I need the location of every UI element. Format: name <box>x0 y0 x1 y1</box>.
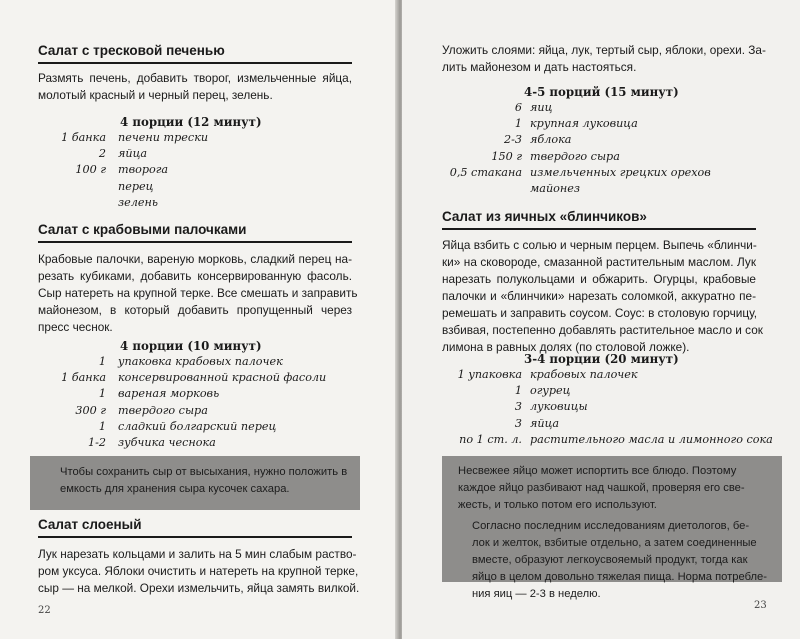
egg-nutrition-text <box>458 518 782 603</box>
ingredients-layered-salad <box>420 100 760 197</box>
title-rule <box>38 536 352 538</box>
ingredient-row <box>420 383 760 399</box>
ingredient-name: твердого сыра <box>530 149 620 163</box>
ingredient-row <box>420 432 773 448</box>
right-page <box>402 0 800 639</box>
ingredient-name: твердого сыра <box>118 403 208 417</box>
text-line: резать кубиками, добавить консервированную фасоль. <box>38 269 352 283</box>
ingredient-name: измельченных грецких орехов <box>530 165 711 179</box>
ingredient-quantity: 1 <box>514 117 522 131</box>
recipe-text-layered-salad <box>38 546 360 597</box>
ingredient-row <box>30 435 360 451</box>
text-line: взбивая, постепенно добавлять растительное масло и сок <box>442 323 763 337</box>
ingredient-row <box>30 179 360 195</box>
ingredient-name: крупная луковица <box>530 117 638 131</box>
ingredient-quantity: 150 г <box>491 149 522 163</box>
portions-cod-liver: 4 порции (12 минут) <box>120 115 262 129</box>
ingredient-row <box>420 181 760 197</box>
title-rule <box>442 228 756 230</box>
text-line: ки» на сковороде, смазанной растительным маслом. Лук <box>442 255 756 269</box>
ingredient-row <box>30 386 360 402</box>
text-line: яйцо в целом довольно тяжелая пища. Норма потребле- <box>472 571 767 583</box>
ingredient-row <box>420 132 760 148</box>
ingredient-name: творога <box>118 163 169 177</box>
text-line: палочки и «блинчики» нарезать соломкой, аккуратно пе- <box>442 289 756 303</box>
ingredient-quantity: 6 <box>514 101 522 114</box>
section-title-crab-sticks: Салат с крабовыми палочками <box>38 222 247 237</box>
ingredient-quantity: 2-3 <box>503 133 522 147</box>
ingredient-row <box>30 195 360 211</box>
ingredient-quantity: 1 банка <box>61 131 106 144</box>
ingredient-name: сладкий болгарский перец <box>118 419 277 433</box>
ingredient-name: огурец <box>530 384 571 398</box>
ingredient-name: яблока <box>530 133 572 147</box>
text-line: лить майонезом и дать настояться. <box>442 60 637 74</box>
text-line: майонезом, в который добавить пропущенный через <box>38 303 352 317</box>
text-line: Лук нарезать кольцами и залить на 5 мин слабым раство- <box>38 547 357 561</box>
portions-layered-salad: 4-5 порций (15 минут) <box>524 85 679 99</box>
ingredient-quantity: 0,5 стакана <box>449 165 522 179</box>
text-line: Согласно последним исследованиям диетологов, бе- <box>472 520 750 532</box>
recipe-text-egg-pancakes <box>442 237 763 356</box>
ingredient-row <box>420 367 760 383</box>
ingredients-egg-pancakes <box>420 367 773 448</box>
ingredient-name: крабовых палочек <box>530 368 638 381</box>
text-line: Размять печень, добавить творог, измельченные яйца, <box>38 71 352 85</box>
ingredient-name: вареная морковь <box>118 387 220 401</box>
egg-tip-note <box>442 456 782 600</box>
ingredient-name: перец <box>118 179 154 193</box>
ingredient-row <box>420 100 760 116</box>
text-line: ремешать и заправить соусом. Соус: в столовую горчицу, <box>442 306 758 320</box>
ingredient-quantity: 300 г <box>75 403 106 417</box>
ingredient-quantity: 1 <box>98 355 106 368</box>
ingredient-quantity: 2 <box>98 147 106 161</box>
ingredient-row <box>30 370 360 386</box>
ingredient-name: зелень <box>118 195 158 209</box>
section-title-layered-salad: Салат слоеный <box>38 517 142 532</box>
ingredient-quantity: 1 упаковка <box>457 368 522 381</box>
ingredient-quantity: по 1 ст. л. <box>459 432 522 446</box>
ingredient-row <box>30 146 360 162</box>
ingredient-row <box>420 165 760 181</box>
ingredient-row <box>420 149 760 165</box>
portions-egg-pancakes: 3-4 порции (20 минут) <box>524 352 679 366</box>
title-rule <box>38 62 352 64</box>
ingredient-row <box>30 162 360 178</box>
text-line: вместе, образуют легкоусвояемый продукт, тогда как <box>472 554 748 566</box>
egg-freshness-text <box>458 463 782 514</box>
ingredient-name: консервированной красной фасоли <box>118 371 327 385</box>
text-line: лок и желток, взбитые отдельно, а затем соединенные <box>472 537 757 549</box>
text-line: Крабовые палочки, вареную морковь, сладкий перец на- <box>38 252 352 266</box>
text-line: Яйца взбить с солью и черным перцем. Выпечь «блинчи- <box>442 238 757 252</box>
text-line: жесть, и только потом его используют. <box>458 499 657 511</box>
ingredient-name: зубчика чеснока <box>118 435 216 449</box>
ingredient-name: яйца <box>530 416 560 430</box>
ingredient-row <box>30 403 360 419</box>
text-line: нарезать полукольцами и обжарить. Огурцы, крабовые <box>442 272 756 286</box>
text-line: каждое яйцо разбивают над чашкой, проверяя его све- <box>458 482 745 494</box>
ingredient-quantity: 3 <box>514 400 522 414</box>
text-line: молотый красный и черный перец, зелень. <box>38 88 273 102</box>
ingredient-name: печени трески <box>118 131 209 144</box>
title-rule <box>38 241 352 243</box>
ingredient-row <box>30 130 360 146</box>
page-number-left: 22 <box>38 605 51 616</box>
ingredient-quantity: 1-2 <box>87 435 106 449</box>
ingredient-quantity: 1 <box>514 384 522 398</box>
text-line: лимона в равных долях (по столовой ложке). <box>442 340 690 354</box>
recipe-text-crab-sticks <box>38 251 358 336</box>
recipe-text-layered-salad-cont <box>442 42 766 76</box>
recipe-text-cod-liver <box>38 70 352 104</box>
ingredient-name: упаковка крабовых палочек <box>118 355 283 368</box>
section-title-cod-liver: Салат с тресковой печенью <box>38 43 225 58</box>
text-line: ром уксуса. Яблоки очистить и натереть на крупной терке, <box>38 564 359 578</box>
portions-crab-sticks: 4 порции (10 минут) <box>120 339 262 353</box>
ingredients-crab-sticks <box>30 354 360 451</box>
ingredient-row <box>420 416 760 432</box>
ingredients-cod-liver <box>30 130 360 211</box>
ingredient-name: луковицы <box>530 400 588 414</box>
text-line: ния яиц — 2-3 в неделю. <box>472 588 601 600</box>
text-line: сыр — на мелкой. Орехи измельчить, яйца замять вилкой. <box>38 581 360 595</box>
ingredient-quantity: 1 банка <box>61 371 106 385</box>
text-line: Уложить слоями: яйца, лук, тертый сыр, яблоки, орехи. За- <box>442 43 766 57</box>
text-line: Несвежее яйцо может испортить все блюдо. Поэтому <box>458 465 737 477</box>
ingredient-row <box>30 419 360 435</box>
text-line: Чтобы сохранить сыр от высыхания, нужно положить в <box>60 466 348 478</box>
left-page <box>0 0 398 639</box>
text-line: пресс чеснок. <box>38 320 113 334</box>
section-title-egg-pancakes: Салат из яичных «блинчиков» <box>442 209 647 224</box>
ingredient-quantity: 1 <box>98 419 106 433</box>
ingredient-row <box>30 354 360 370</box>
text-line: Сыр натереть на крупной терке. Все смешать и заправить <box>38 286 358 300</box>
ingredient-row <box>420 399 760 415</box>
text-line: емкость для хранения сыра кусочек сахара. <box>60 483 290 495</box>
ingredient-quantity: 1 <box>98 387 106 401</box>
ingredient-name: растительного масла и лимонного сока <box>530 432 773 446</box>
cheese-tip-note <box>30 456 360 510</box>
ingredient-row <box>420 116 760 132</box>
ingredient-quantity: 3 <box>514 416 522 430</box>
ingredient-name: яйца <box>118 147 148 161</box>
ingredient-name: майонез <box>530 181 580 195</box>
ingredient-name: яиц <box>530 101 553 114</box>
ingredient-quantity: 100 г <box>75 163 106 177</box>
page-number-right: 23 <box>754 600 767 611</box>
